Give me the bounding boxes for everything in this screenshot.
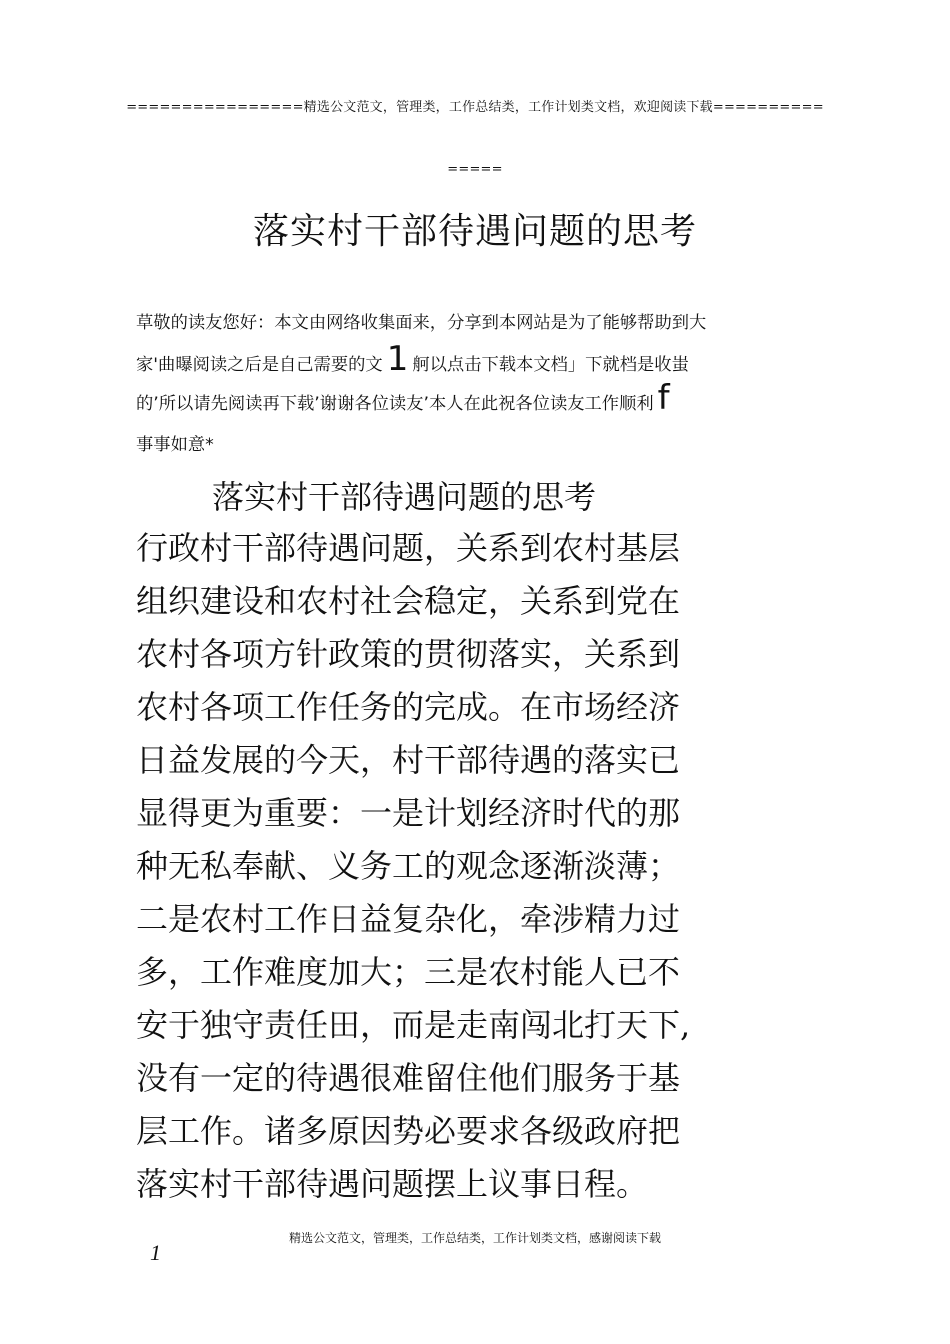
intro-line-2-end: 舸以点击下载本文档」下就档是收蚩 — [412, 355, 689, 375]
body-line-5: 日益发展的今天，村干部待遇的落实已 — [136, 741, 681, 779]
body-line-11: 没有一定的待遇很难留住他们服务于基 — [136, 1059, 681, 1097]
intro-line-2 — [136, 339, 689, 379]
page-number: 1 — [150, 1240, 161, 1265]
document-title: 落实村干部待遇问题的思考 — [252, 211, 697, 252]
intro-large-glyph-f: f — [657, 378, 670, 418]
body-line-8: 二是农村工作日益复杂化，牵涉精力过 — [136, 900, 681, 938]
body-line-2: 组织建设和农村社会稳定，关系到党在 — [136, 582, 681, 620]
body-line-10: 安于独守责任田，而是走南闯北打天下, — [136, 1006, 691, 1044]
header-banner-line-1: ================精选公文范文，管理类，工作总结类，工作计划类文档，欢迎阅读下载========== — [126, 100, 824, 115]
intro-line-3-text: 的’所以请先阅读再下载’谢谢各位读友’本人在此祝各位读友工作顺利 — [136, 394, 654, 414]
intro-line-1: 草敬的读友您好：本文由网络收集面来，分享到本网站是为了能够帮助到大 — [136, 313, 707, 333]
body-line-1: 行政村干部待遇问题，关系到农村基层 — [136, 529, 681, 567]
intro-line-4: 事事如意* — [136, 435, 214, 455]
header-banner-line-2: ===== — [447, 162, 503, 177]
article-heading: 落实村干部待遇问题的思考 — [212, 478, 597, 516]
body-line-4: 农村各项工作任务的完成。在市场经济 — [136, 688, 681, 726]
body-line-3: 农村各项方针政策的贯彻落实，关系到 — [136, 635, 681, 673]
body-line-12: 层工作。诸多原因势必要求各级政府把 — [136, 1112, 681, 1150]
body-line-7: 种无私奉献、义务工的观念逐渐淡薄； — [136, 847, 681, 885]
intro-large-glyph-1: 1 — [386, 339, 409, 379]
body-line-9: 多，工作难度加大；三是农村能人已不 — [136, 953, 681, 991]
intro-line-3 — [136, 378, 674, 418]
footer-text: 精选公文范文，管理类，工作总结类，工作计划类文档，感谢阅读下载 — [288, 1231, 661, 1245]
body-line-13: 落实村干部待遇问题摆上议事日程。 — [136, 1165, 649, 1203]
body-line-6: 显得更为重要：一是计划经济时代的那 — [136, 794, 681, 832]
intro-line-2-start: 家'曲曝阅读之后是自己需要的文 — [136, 355, 383, 375]
